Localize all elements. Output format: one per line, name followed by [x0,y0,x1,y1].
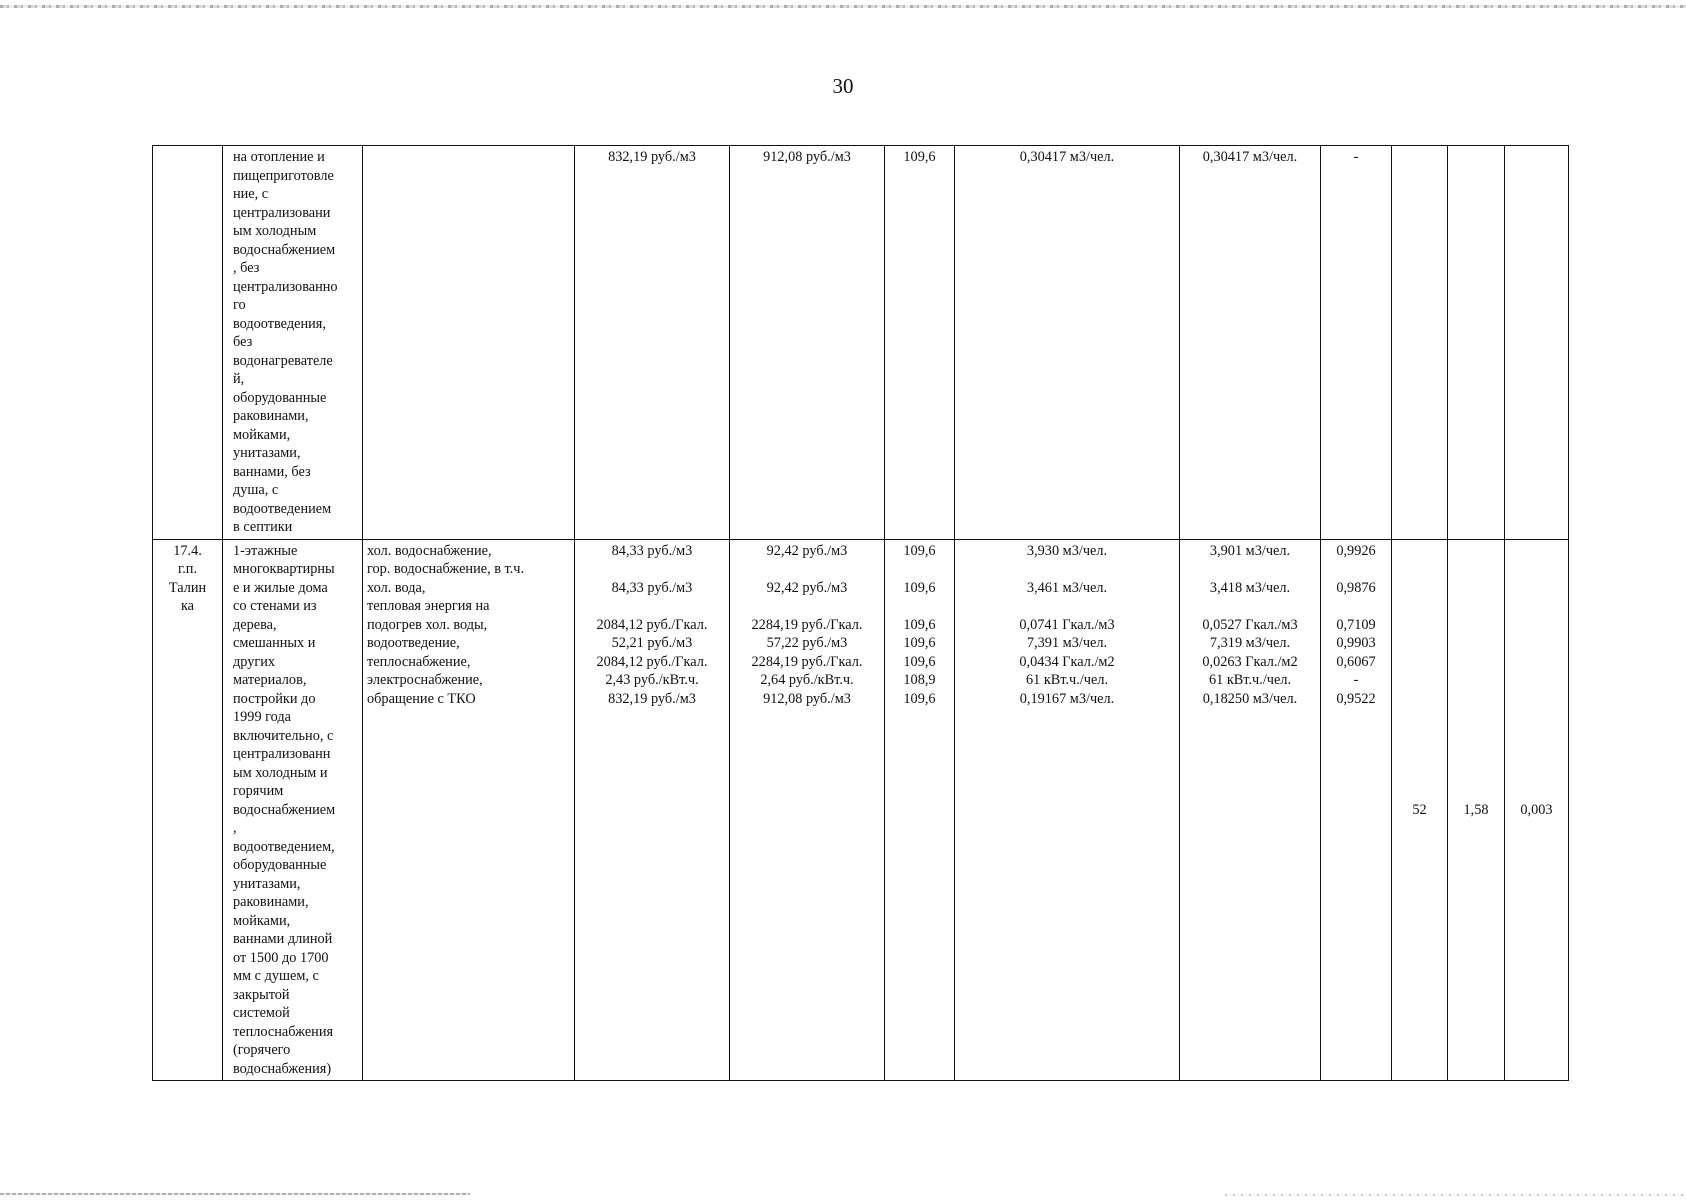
column-11-cell: 1,58 [1448,539,1505,1081]
housing-category-cell: на отопление и пищеприготовле ние, с централизовани ым холодным водоснабжением , без централизованно го водоотведения, без водонагревателе й, оборудованные раковинами, мойками, унитазами, ваннами, без душа, с водоотведением в септики [223,146,363,540]
coefficient-cell: 0,9926 0,9876 0,7109 0,9903 0,6067 - 0,9522 [1321,539,1392,1081]
tariff-new-cell: 912,08 руб./м3 [730,146,885,540]
page-number: 30 [832,74,854,98]
row-number-cell: 17.4. г.п. Талин ка [153,539,223,1081]
column-12-cell [1505,146,1569,540]
column-10-cell: 52 [1392,539,1448,1081]
scan-edge-bottom-left [0,1193,470,1195]
tariff-previous-cell: 84,33 руб./м3 84,33 руб./м3 2084,12 руб./Гкал. 52,21 руб./м3 2084,12 руб./Гкал. 2,43 руб./кВт.ч. 832,19 руб./м3 [575,539,730,1081]
growth-index-cell: 109,6 109,6 109,6 109,6 109,6 108,9 109,6 [885,539,955,1081]
scan-edge-top [0,5,1686,8]
norm-actual-cell: 3,901 м3/чел. 3,418 м3/чел. 0,0527 Гкал./м3 7,319 м3/чел. 0,0263 Гкал./м2 61 кВт.ч./чел. 0,18250 м3/чел. [1180,539,1321,1081]
coefficient-cell: - [1321,146,1392,540]
housing-category-cell: 1-этажные многоквартирны е и жилые дома со стенами из дерева, смешанных и других материалов, постройки до 1999 года включительно, с централизованн ым холодным и горячим водоснабжением , водоотведением, оборудованные унитазами, раковинами, мойками, ваннами длиной от 1500 до 1700 мм с душем, с закрытой системой теплоснабжения (горячего водоснабжения) [223,539,363,1081]
column-12-cell: 0,003 [1505,539,1569,1081]
tariff-previous-cell: 832,19 руб./м3 [575,146,730,540]
growth-index-cell: 109,6 [885,146,955,540]
tariff-table [152,145,1569,1081]
column-11-cell [1448,146,1505,540]
norm-cell: 3,930 м3/чел. 3,461 м3/чел. 0,0741 Гкал./м3 7,391 м3/чел. 0,0434 Гкал./м2 61 кВт.ч./чел. 0,19167 м3/чел. [955,539,1180,1081]
row-number-cell [153,146,223,540]
services-cell: хол. водоснабжение, гор. водоснабжение, в т.ч. хол. вода, тепловая энергия на подогрев хол. воды, водоотведение, теплоснабжение, электроснабжение, обращение с ТКО [363,539,575,1081]
norm-actual-cell: 0,30417 м3/чел. [1180,146,1321,540]
column-10-cell [1392,146,1448,540]
scan-edge-bottom-right [1225,1194,1686,1196]
norm-cell: 0,30417 м3/чел. [955,146,1180,540]
tariff-new-cell: 92,42 руб./м3 92,42 руб./м3 2284,19 руб./Гкал. 57,22 руб./м3 2284,19 руб./Гкал. 2,64 руб./кВт.ч. 912,08 руб./м3 [730,539,885,1081]
services-cell [363,146,575,540]
table-row [153,146,1569,540]
table-row [153,539,1569,1081]
